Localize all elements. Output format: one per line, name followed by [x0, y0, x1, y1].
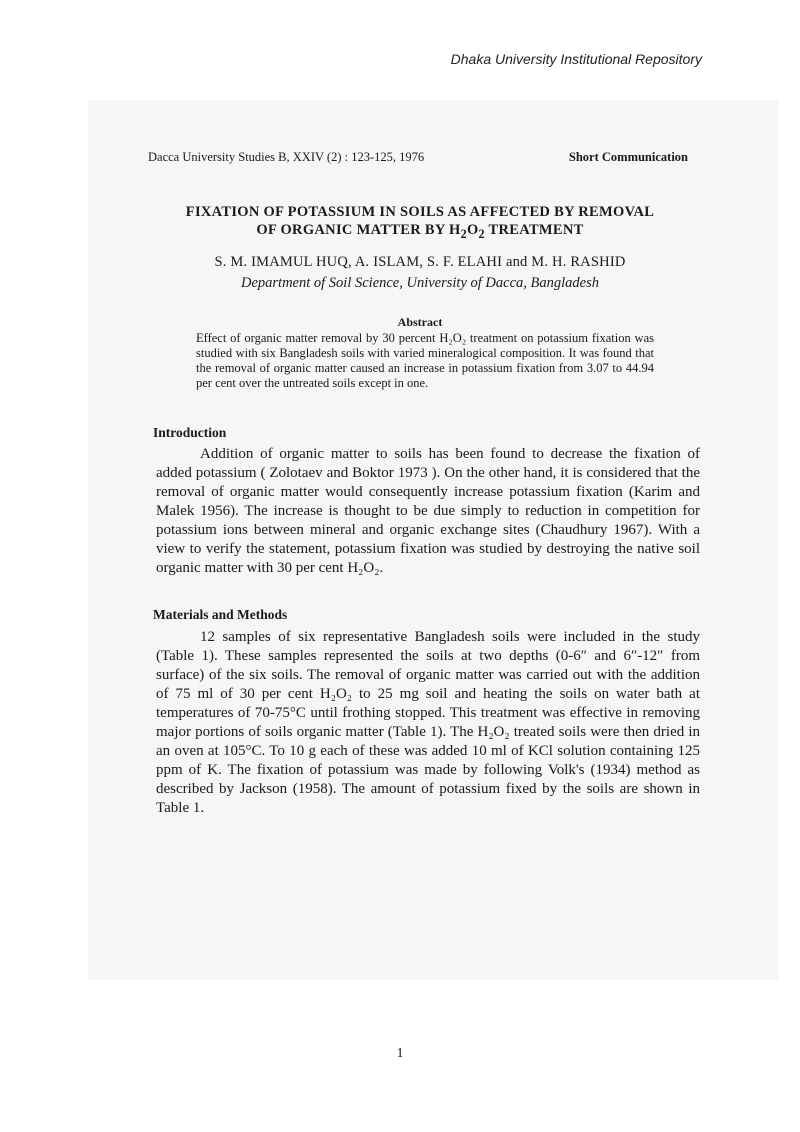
communication-type: Short Communication [568, 150, 688, 164]
methods-heading: Materials and Methods [153, 607, 288, 622]
title-line-2: OF ORGANIC MATTER BY $H_2O_2$ TREATMENT [256, 222, 584, 241]
abstract-heading: Abstract [397, 315, 443, 329]
affiliation: Department of Soil Science, University of Dacca, Bangladesh [241, 275, 599, 291]
authors: S. M. IMAMUL HUQ, A. ISLAM, S. F. ELAHI and M. H. RASHID [214, 254, 626, 270]
title-line-1: FIXATION OF POTASSIUM IN SOILS AS AFFECTED BY REMOVAL [185, 204, 655, 220]
methods-text: 12 samples of six representative Bangladesh soils were included in the study (Table 1). These samples represented the soils at two depths (0-6″ and 6″-12″ from surface) of the six soils. The removal of organic matter was carried out with the addition of 75 ml of 30 per cent H₂O₂ to 25 mg soil and heating the soils on water bath at temperatures of 70-75°C until frothing stopped. This treatment was effective in removing major portions of soils organic matter (Table 1). The H₂O₂ treated soils were then dried in an oven at 105°C. To 10 g each of these was added 10 ml of KCl solution containing 125 ppm of K. The fixation of potassium was made by following Volk's (1934) method as described by Jackson (1958). The amount of potassium fixed by the soils are shown in Table 1. [156, 629, 700, 816]
introduction-text: Addition of organic matter to soils has been found to decrease the fixation of added potassium ( Zolotaev and Boktor 1973 ). On the other hand, it is considered that the removal of organic matter would consequently increase potassium fixation (Karim and Malek 1956). The increase is thought to be due simply to reduction in competition for potassium ions between mineral and organic exchange sites (Chaudhury 1967). With a view to verify the statement, potassium fixation was studied by destroying the native soil organic matter with 30 per cent H₂O₂. [156, 446, 700, 576]
running-header [148, 150, 688, 165]
abstract-text: Effect of organic matter removal by 30 percent H₂O₂ treatment on potassium fixation was studied with six Bangladesh soils with varied mineralogical composition. It was found that the removal of organic matter caused an increase in potassium fixation from 3.07 to 44.94 per cent over the untreated soils except in one. [196, 331, 654, 390]
paper-title [140, 203, 700, 243]
citation: Dacca University Studies B, XXIV (2) : 123-125, 1976 [148, 150, 425, 164]
introduction-heading: Introduction [153, 425, 227, 440]
page-number: 1 [396, 1046, 404, 1061]
repository-label: Dhaka University Institutional Repository [450, 51, 702, 67]
